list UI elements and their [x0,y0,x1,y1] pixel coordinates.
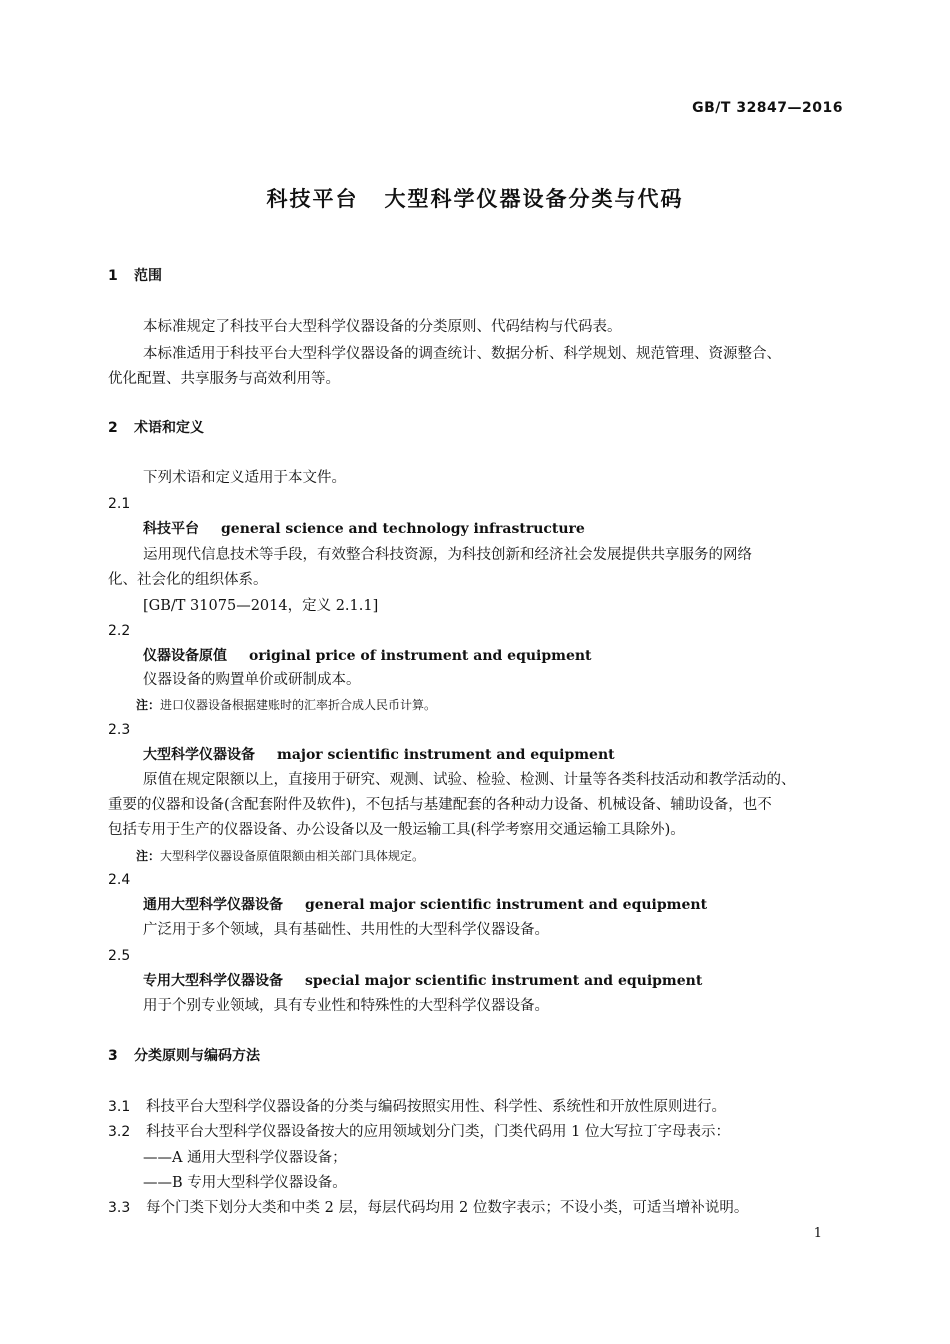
standard-code: GB/T 32847—2016 [692,100,843,116]
term-2-4-number: 2.4 [108,872,131,888]
term-2-5-cn: 专用大型科学仪器设备 [143,973,283,989]
term-2-2-cn: 仪器设备原值 [143,648,227,664]
term-2-2-def-line1: 仪器设备的购置单价或研制成本。 [143,672,361,688]
term-2-3-cn: 大型科学仪器设备 [143,747,255,763]
term-2-3-en: major scientific instrument and equipment [277,747,615,763]
note-label: 注： [136,849,161,863]
term-2-5-number: 2.5 [108,948,131,964]
clause-3-3-text: 每个门类下划分大类和中类 2 层，每层代码均用 2 位数字表示；不设小类，可适当增补说明。 [146,1200,749,1216]
title-part1: 科技平台 [266,187,359,211]
clause-3-2-item2: ——B 专用大型科学仪器设备。 [143,1175,347,1191]
term-2-5 [143,971,702,991]
term-2-1-def-line2: 化、社会化的组织体系。 [108,572,268,588]
term-2-3-def-line2: 重要的仪器和设备(含配套附件及软件)，不包括与基建配套的各种动力设备、机械设备、辅助设备，也不 [108,797,772,813]
term-2-2-note [136,695,436,715]
clause-3-2 [108,1122,730,1142]
section1-heading [108,266,162,286]
term-2-3 [143,745,615,765]
term-2-2 [143,646,592,666]
clause-3-1-text: 科技平台大型科学仪器设备的分类与编码按照实用性、科学性、系统性和开放性原则进行。 [146,1099,726,1115]
section2-intro: 下列术语和定义适用于本文件。 [143,470,346,486]
clause-3-1-number: 3.1 [108,1099,131,1115]
section2-heading [108,418,204,438]
clause-3-2-text: 科技平台大型科学仪器设备按大的应用领域划分门类，门类代码用 1 位大写拉丁字母表示： [146,1124,730,1140]
term-2-4-en: general major scientific instrument and equipment [305,897,708,913]
section2-title: 术语和定义 [134,420,204,436]
term-2-1-number: 2.1 [108,496,131,512]
section1-para2-line1: 本标准适用于科技平台大型科学仪器设备的调查统计、数据分析、科学规划、规范管理、资源整合、 [143,346,781,362]
clause-3-2-number: 3.2 [108,1124,131,1140]
term-2-1-def-line1: 运用现代信息技术等手段，有效整合科技资源，为科技创新和经济社会发展提供共享服务的网络 [143,547,752,563]
section1-para2-line2: 优化配置、共享服务与高效利用等。 [108,371,340,387]
clause-3-1 [108,1097,726,1117]
section1-para1: 本标准规定了科技平台大型科学仪器设备的分类原则、代码结构与代码表。 [143,319,622,335]
term-2-3-number: 2.3 [108,722,131,738]
term-2-2-number: 2.2 [108,623,131,639]
term-2-3-def-line3: 包括专用于生产的仪器设备、办公设备以及一般运输工具(科学考察用交通运输工具除外)。 [108,822,685,838]
term-2-2-en: original price of instrument and equipment [249,648,592,664]
clause-3-3 [108,1198,748,1218]
document-title [0,183,950,213]
clause-3-3-number: 3.3 [108,1200,131,1216]
term-2-1-en: general science and technology infrastructure [221,521,585,537]
title-part2: 大型科学仪器设备分类与代码 [384,187,684,211]
term-2-3-note [136,846,424,866]
term-2-4 [143,895,707,915]
section2-number: 2 [108,420,118,436]
note-label: 注： [136,698,161,712]
clause-3-2-item1: ——A 通用大型科学仪器设备； [143,1150,347,1166]
term-2-5-def-line1: 用于个别专业领域，具有专业性和特殊性的大型科学仪器设备。 [143,998,549,1014]
section3-heading [108,1046,260,1066]
term-2-4-def-line1: 广泛用于多个领域，具有基础性、共用性的大型科学仪器设备。 [143,922,549,938]
section1-number: 1 [108,268,118,284]
page-number: 1 [813,1226,822,1241]
note-text: 大型科学仪器设备原值限额由相关部门具体规定。 [160,849,425,863]
section1-title: 范围 [134,268,162,284]
term-2-1 [143,519,585,539]
term-2-4-cn: 通用大型科学仪器设备 [143,897,283,913]
term-2-1-source: [GB/T 31075—2014，定义 2.1.1] [143,598,379,614]
term-2-3-def-line1: 原值在规定限额以上，直接用于研究、观测、试验、检验、检测、计量等各类科技活动和教学活动的、 [143,772,796,788]
section3-title: 分类原则与编码方法 [134,1048,260,1064]
note-text: 进口仪器设备根据建账时的汇率折合成人民币计算。 [160,698,437,712]
section3-number: 3 [108,1048,118,1064]
term-2-5-en: special major scientific instrument and equipment [305,973,703,989]
term-2-1-cn: 科技平台 [143,521,199,537]
